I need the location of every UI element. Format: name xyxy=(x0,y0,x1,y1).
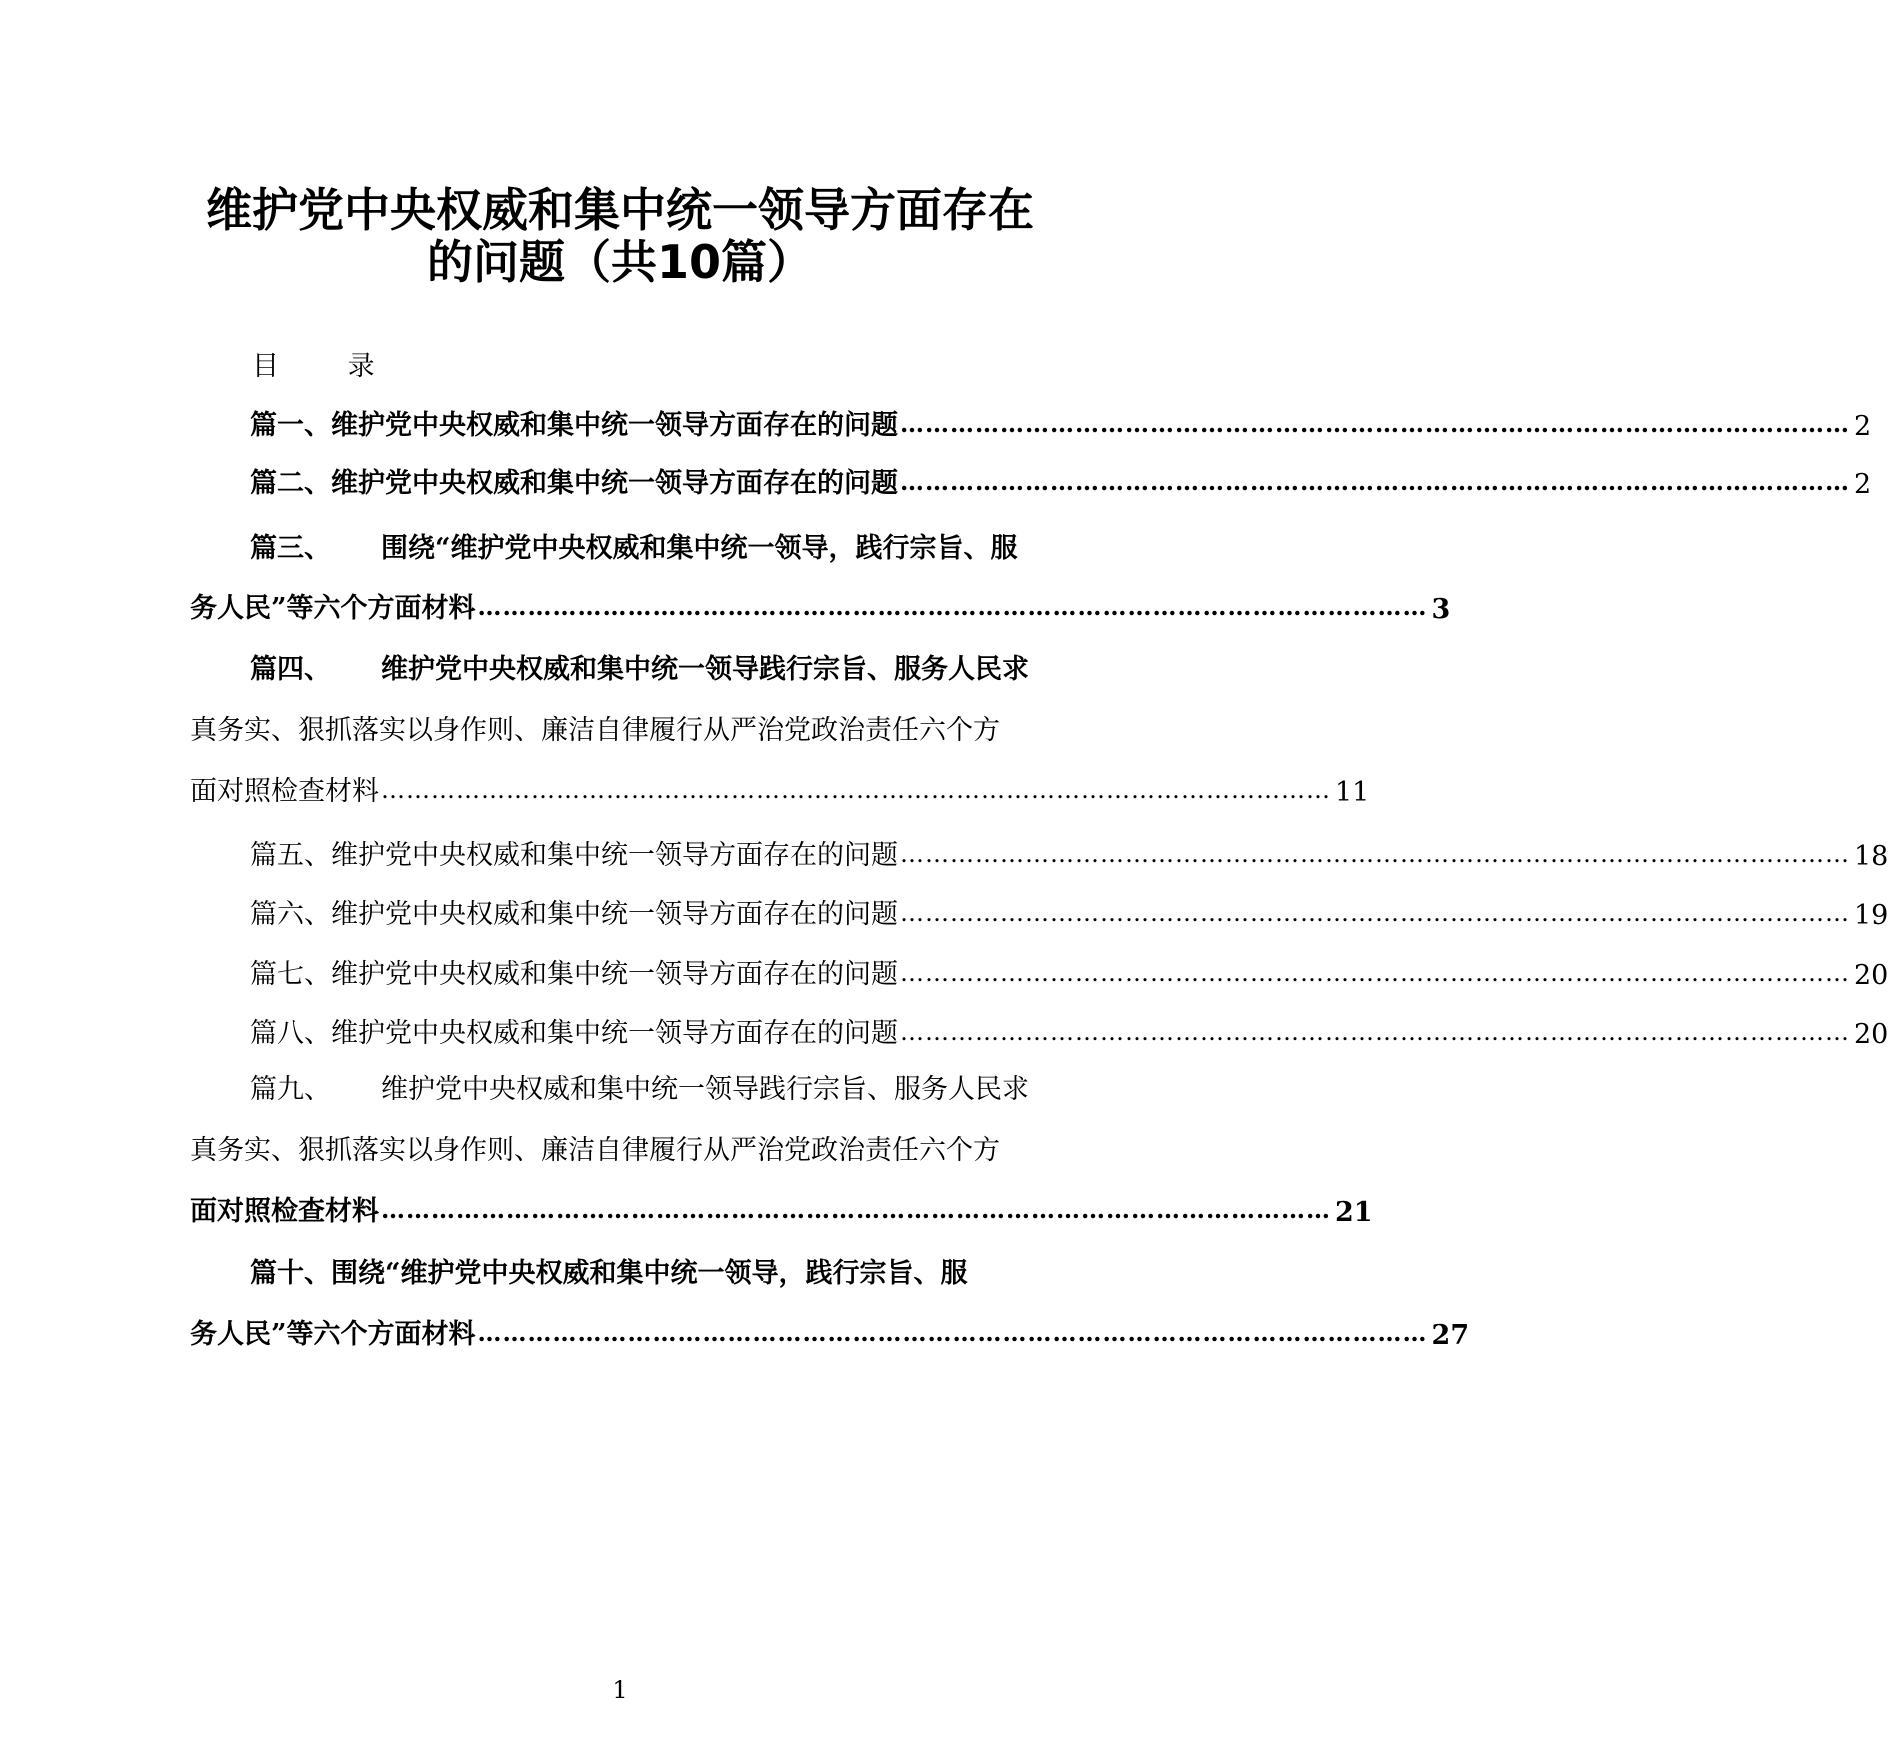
toc-entry-4-line1[interactable] xyxy=(250,646,1050,686)
toc-entry-title: 维护党中央权威和集中统一领导方面存在的问题 xyxy=(331,468,898,499)
toc-entry-title: 维护党中央权威和集中统一领导践行宗旨、服务人民求 xyxy=(381,1074,1029,1105)
toc-entry-title: 维护党中央权威和集中统一领导方面存在的问题 xyxy=(331,410,898,441)
toc-entry-title-cont: 面对照检查材料 xyxy=(190,776,379,807)
toc-entry-9-line3[interactable] xyxy=(190,1188,1373,1228)
toc-entry-page: 3 xyxy=(1431,594,1451,625)
toc-entry-1[interactable] xyxy=(250,402,1872,442)
toc-leader-dots: …………………………………………………………………………………………………… xyxy=(900,409,1850,438)
toc-entry-9-line2[interactable] xyxy=(190,1127,1050,1167)
toc-entry-10-line2[interactable] xyxy=(190,1311,1470,1351)
toc-entry-title-cont: 真务实、狠抓落实以身作则、廉洁自律履行从严治党政治责任六个方 xyxy=(190,1135,1000,1166)
toc-entry-page: 27 xyxy=(1431,1320,1470,1351)
toc-entry-page: 21 xyxy=(1335,1197,1373,1228)
toc-entry-title: 维护党中央权威和集中统一领导践行宗旨、服务人民求 xyxy=(381,654,1029,685)
toc-entry-3-line1[interactable] xyxy=(250,525,1050,565)
toc-entry-page: 19 xyxy=(1854,900,1888,931)
toc-entry-label: 篇五、 xyxy=(250,840,331,871)
toc-entry-title: 维护党中央权威和集中统一领导方面存在的问题 xyxy=(331,840,898,871)
toc-entry-4-line2[interactable] xyxy=(190,707,1050,747)
toc-entry-title-cont: 面对照检查材料 xyxy=(190,1196,379,1227)
toc-entry-label: 篇四、 xyxy=(250,654,331,685)
toc-leader-dots: …………………………………………………………………………………………………… xyxy=(381,1195,1331,1224)
toc-entry-page: 11 xyxy=(1335,777,1370,808)
toc-entry-9-line1[interactable] xyxy=(250,1066,1050,1106)
toc-entry-title-cont: 真务实、狠抓落实以身作则、廉洁自律履行从严治党政治责任六个方 xyxy=(190,715,1000,746)
toc-entry-7[interactable] xyxy=(250,951,1888,991)
toc-leader-dots: …………………………………………………………………………………………………… xyxy=(477,1318,1428,1347)
toc-entry-label: 篇七、 xyxy=(250,959,331,990)
toc-entry-4-line3[interactable] xyxy=(190,768,1370,808)
toc-leader-dots: …………………………………………………………………………………………………… xyxy=(900,899,1850,927)
toc-leader-dots: …………………………………………………………………………………………………… xyxy=(900,1018,1850,1046)
toc-leader-dots: …………………………………………………………………………………………………… xyxy=(900,959,1850,987)
toc-entry-label: 篇十、 xyxy=(250,1258,331,1289)
toc-entry-3-line2[interactable] xyxy=(190,585,1451,625)
toc-entry-6[interactable] xyxy=(250,891,1888,931)
toc-entry-8[interactable] xyxy=(250,1010,1888,1050)
page-number: 1 xyxy=(612,1676,628,1704)
toc-entry-title-cont: 务人民”等六个方面材料 xyxy=(190,1319,476,1350)
toc-leader-dots: …………………………………………………………………………………………………… xyxy=(900,467,1850,496)
document-title-line1: 维护党中央权威和集中统一领导方面存在 xyxy=(206,183,1034,237)
toc-entry-title: 维护党中央权威和集中统一领导方面存在的问题 xyxy=(331,1018,898,1049)
toc-entry-label: 篇六、 xyxy=(250,899,331,930)
toc-entry-2[interactable] xyxy=(250,460,1872,500)
toc-entry-title: 围绕“维护党中央权威和集中统一领导，践行宗旨、服 xyxy=(381,533,1018,564)
toc-entry-label: 篇八、 xyxy=(250,1018,331,1049)
toc-entry-page: 2 xyxy=(1854,411,1872,442)
toc-entry-page: 2 xyxy=(1854,469,1872,500)
toc-entry-title: 维护党中央权威和集中统一领导方面存在的问题 xyxy=(331,899,898,930)
toc-entry-page: 20 xyxy=(1854,960,1888,991)
toc-entry-5[interactable] xyxy=(250,832,1888,872)
toc-entry-10-line1[interactable] xyxy=(250,1250,1050,1290)
toc-entry-title-cont: 务人民”等六个方面材料 xyxy=(190,593,476,624)
toc-entry-label: 篇三、 xyxy=(250,533,331,564)
toc-entry-title: 围绕“维护党中央权威和集中统一领导，践行宗旨、服 xyxy=(331,1258,968,1289)
toc-entry-label: 篇二、 xyxy=(250,468,331,499)
document-title-line2: 的问题（共10篇） xyxy=(426,235,813,289)
toc-leader-dots: …………………………………………………………………………………………………… xyxy=(900,840,1850,868)
toc-entry-page: 18 xyxy=(1854,841,1888,872)
toc-entry-label: 篇九、 xyxy=(250,1074,331,1105)
toc-leader-dots: …………………………………………………………………………………………………… xyxy=(381,776,1331,804)
toc-heading: 目 录 xyxy=(252,351,405,382)
toc-entry-page: 20 xyxy=(1854,1019,1888,1050)
toc-leader-dots: …………………………………………………………………………………………………… xyxy=(477,592,1428,621)
toc-entry-label: 篇一、 xyxy=(250,410,331,441)
toc-entry-title: 维护党中央权威和集中统一领导方面存在的问题 xyxy=(331,959,898,990)
